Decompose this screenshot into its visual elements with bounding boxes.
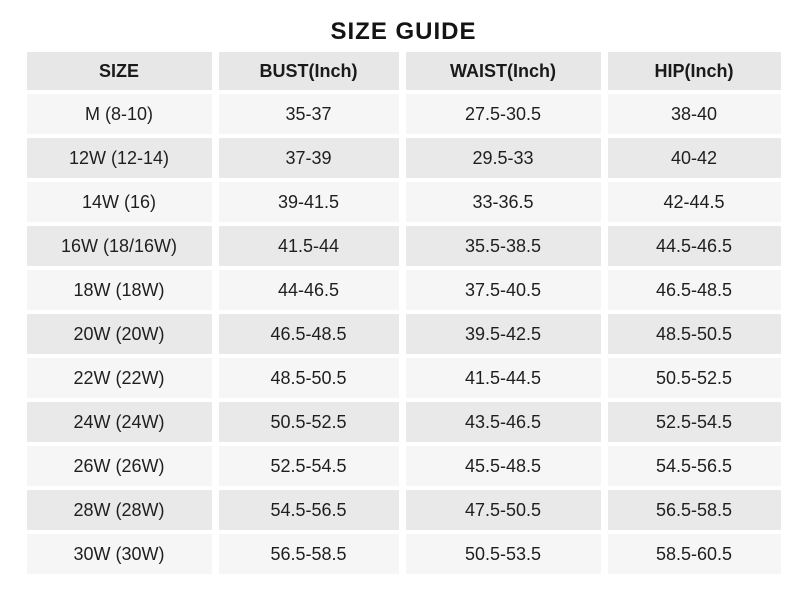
waist-cell: 50.5-53.5	[406, 534, 601, 574]
waist-cell: 35.5-38.5	[406, 226, 601, 266]
hip-cell: 48.5-50.5	[608, 314, 781, 354]
size-cell: 16W (18/16W)	[27, 226, 212, 266]
bust-cell: 44-46.5	[219, 270, 399, 310]
waist-cell: 43.5-46.5	[406, 402, 601, 442]
table-header-row	[27, 52, 781, 90]
table-row	[27, 226, 781, 266]
size-guide-table	[20, 48, 788, 578]
bust-cell: 46.5-48.5	[219, 314, 399, 354]
bust-cell: 48.5-50.5	[219, 358, 399, 398]
bust-cell: 39-41.5	[219, 182, 399, 222]
hip-cell: 38-40	[608, 94, 781, 134]
hip-cell: 54.5-56.5	[608, 446, 781, 486]
table-row	[27, 314, 781, 354]
hip-cell: 42-44.5	[608, 182, 781, 222]
size-cell: 14W (16)	[27, 182, 212, 222]
waist-cell: 45.5-48.5	[406, 446, 601, 486]
size-cell: M (8-10)	[27, 94, 212, 134]
bust-cell: 41.5-44	[219, 226, 399, 266]
page-title: SIZE GUIDE	[330, 18, 477, 45]
size-cell: 28W (28W)	[27, 490, 212, 530]
table-row	[27, 534, 781, 574]
waist-cell: 33-36.5	[406, 182, 601, 222]
header-size: SIZE	[27, 52, 212, 90]
waist-cell: 39.5-42.5	[406, 314, 601, 354]
header-hip: HIP(Inch)	[608, 52, 781, 90]
bust-cell: 35-37	[219, 94, 399, 134]
table-row	[27, 270, 781, 310]
table-row	[27, 490, 781, 530]
table-row	[27, 138, 781, 178]
waist-cell: 29.5-33	[406, 138, 601, 178]
size-cell: 30W (30W)	[27, 534, 212, 574]
size-cell: 20W (20W)	[27, 314, 212, 354]
waist-cell: 27.5-30.5	[406, 94, 601, 134]
size-cell: 26W (26W)	[27, 446, 212, 486]
hip-cell: 58.5-60.5	[608, 534, 781, 574]
hip-cell: 40-42	[608, 138, 781, 178]
hip-cell: 44.5-46.5	[608, 226, 781, 266]
waist-cell: 37.5-40.5	[406, 270, 601, 310]
hip-cell: 50.5-52.5	[608, 358, 781, 398]
bust-cell: 37-39	[219, 138, 399, 178]
header-waist: WAIST(Inch)	[406, 52, 601, 90]
table-row	[27, 402, 781, 442]
table-row	[27, 94, 781, 134]
size-cell: 12W (12-14)	[27, 138, 212, 178]
hip-cell: 56.5-58.5	[608, 490, 781, 530]
size-cell: 22W (22W)	[27, 358, 212, 398]
hip-cell: 52.5-54.5	[608, 402, 781, 442]
size-cell: 18W (18W)	[27, 270, 212, 310]
table-row	[27, 446, 781, 486]
size-cell: 24W (24W)	[27, 402, 212, 442]
bust-cell: 52.5-54.5	[219, 446, 399, 486]
bust-cell: 50.5-52.5	[219, 402, 399, 442]
table-row	[27, 358, 781, 398]
table-row	[27, 182, 781, 222]
bust-cell: 56.5-58.5	[219, 534, 399, 574]
bust-cell: 54.5-56.5	[219, 490, 399, 530]
waist-cell: 47.5-50.5	[406, 490, 601, 530]
hip-cell: 46.5-48.5	[608, 270, 781, 310]
header-bust: BUST(Inch)	[219, 52, 399, 90]
waist-cell: 41.5-44.5	[406, 358, 601, 398]
